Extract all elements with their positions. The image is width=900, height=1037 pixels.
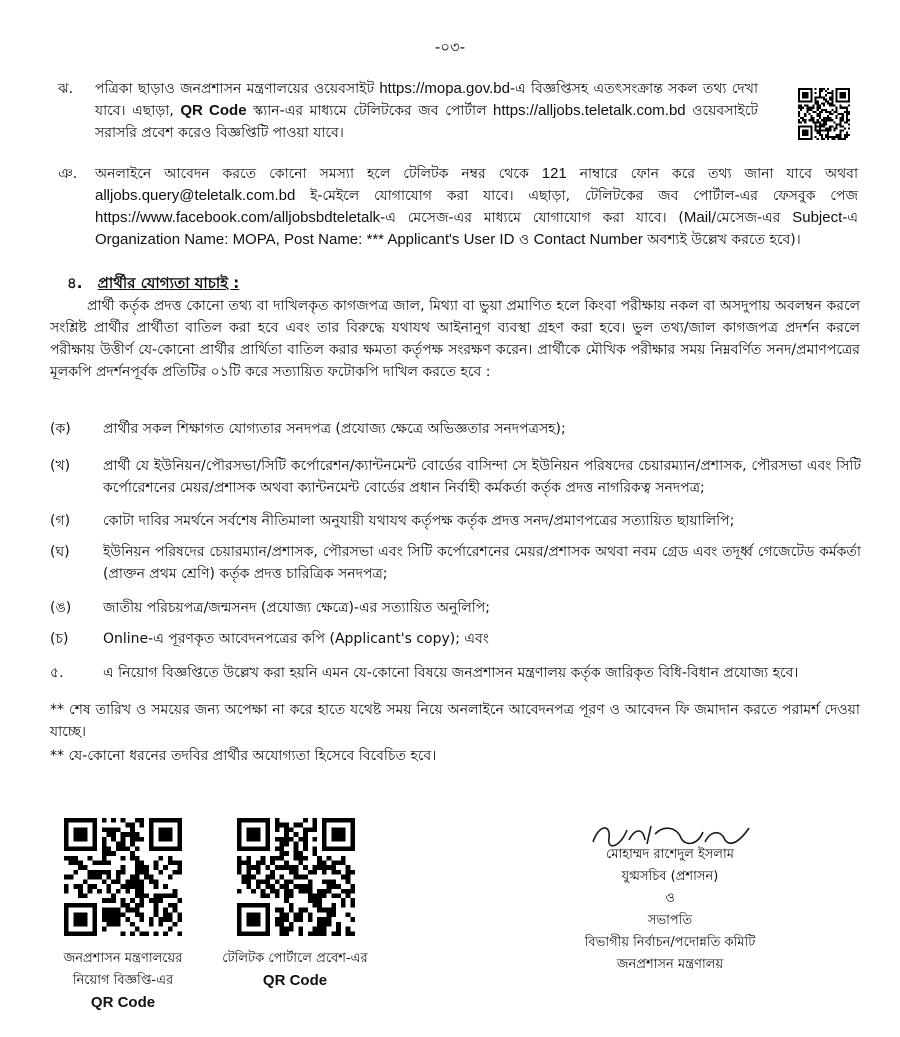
mopa-url[interactable]: https://mopa.gov.bd [379, 80, 510, 97]
section-4-paragraph: প্রার্থী কর্তৃক প্রদত্ত কোনো তথ্য বা দাখিলকৃত কাগজপত্র জাল, মিথ্যা বা ভুয়া প্রমাণিত হলে কিংবা পরীক্ষায় নকল বা অসদুপায় অবলম্বন করলে সংশ্লিষ্ট প্রার্থীর প্রার্থীতা বাতিল করা হবে এবং তার বিরুদ্ধে যথাযথ আইনানুগ ব্যবস্থা গ্রহণ করা হবে। ভুল তথ্য/জাল কাগজপত্র প্রদর্শন করলে পরীক্ষায় উত্তীর্ণ যে-কোনো প্রার্থীর প্রার্থিতা বাতিল করার ক্ষমতা কর্তৃপক্ষ সংরক্ষণ করেন। প্রার্থীকে মৌখিক পরীক্ষার সময় নিম্নবর্ণিত সনদ/প্রমাণপত্রের মূলকপি প্রদর্শনপূর্বক প্রতিটির ০১টি করে সত্যায়িত ফটোকপি দাখিল করতে হবে : [50, 298, 860, 380]
item-jha [58, 78, 758, 144]
mopa-qr-code-icon[interactable] [64, 818, 182, 936]
item-nya-text: অনলাইনে আবেদন করতে কোনো সমস্যা হলে টেলিটক নম্বর থেকে 121 নাম্বারে ফোন করে তথ্য জানা যাবে অথবা alljobs.query@teletalk.com.bd ই-মেইলে যোগাযোগ করা যাবে। এছাড়া, টেলিটকের জব পোর্টাল-এর ফেসবুক পেজ https://www.facebook.com/alljobsbdteletalk-এ মেসেজ-এর মাধ্যমে যোগাযোগ করা যাবে। (Mail/মেসেজ-এর Subject-এ Organization Name: MOPA, Post Name: *** Applicant's User ID ও Contact Number অবশ্যই উল্লেখ করতে হবে)। [95, 165, 859, 248]
list-marker: (গ) [50, 513, 71, 529]
signatory-name: মোহাম্মদ রাশেদুল ইসলাম [606, 847, 734, 862]
signatory-committee: বিভাগীয় নির্বাচন/পদোন্নতি কমিটি [584, 935, 756, 950]
section-4-heading [67, 272, 239, 297]
list-text: জাতীয় পরিচয়পত্র/জন্মসনদ (প্রযোজ্য ক্ষেত্রে)-এর সত্যায়িত অনুলিপি; [103, 600, 491, 616]
list-marker: (চ) [50, 631, 69, 647]
note-deadline: ** শেষ তারিখ ও সময়ের জন্য অপেক্ষা না করে হাতে যথেষ্ট সময় নিয়ে অনলাইনে আবেদনপত্র পূরণ ও আবেদন ফি জমাদান করতে পরামর্শ দেওয়া যাচ্ছে। [50, 702, 860, 740]
section-5-number: ৫. [50, 665, 64, 681]
helpline-number: 121 [541, 165, 567, 182]
teletalk-url[interactable]: https://alljobs.teletalk.com.bd [493, 102, 686, 119]
section-5-text: এ নিয়োগ বিজ্ঞপ্তিতে উল্লেখ করা হয়নি এমন যে-কোনো বিষয়ে জনপ্রশাসন মন্ত্রণালয় কর্তৃক জারিকৃত বিধি-বিধান প্রযোজ্য হবে। [103, 665, 799, 681]
signatory-conj: ও [665, 891, 675, 906]
signatory-ministry: জনপ্রশাসন মন্ত্রণালয় [616, 957, 724, 972]
signature-block [555, 820, 785, 976]
mopa-qr-caption: জনপ্রশাসন মন্ত্রণালয়ের নিয়োগ বিজ্ঞপ্তি-এর QR Code [63, 951, 183, 1011]
facebook-url[interactable]: https://www.facebook.com/alljobsbdteletalk [95, 209, 381, 226]
list-text: Online-এ পূরণকৃত আবেদনপত্রের কপি (Applicant's copy); এবং [103, 631, 489, 647]
list-text: প্রার্থীর সকল শিক্ষাগত যোগ্যতার সনদপত্র (প্রযোজ্য ক্ষেত্রে অভিজ্ঞতার সনদপত্রসহ); [103, 421, 566, 437]
list-marker: (ঙ) [50, 600, 72, 616]
qr-code-label: QR Code [180, 102, 247, 119]
list-marker: (ঘ) [50, 544, 70, 560]
teletalk-qr-caption: টেলিটক পোর্টালে প্রবেশ-এর QR Code [222, 951, 368, 989]
signatory-designation: যুগ্মসচিব (প্রশাসন) [621, 869, 719, 884]
section-4-number: ৪. [67, 274, 83, 292]
item-nya [58, 163, 858, 259]
item-jha-marker: ঝ. [58, 81, 74, 97]
query-email[interactable]: alljobs.query@teletalk.com.bd [95, 187, 296, 204]
item-nya-marker: ঞ. [58, 166, 78, 182]
page-number: -০৩- [434, 38, 466, 56]
teletalk-qr-code-icon[interactable] [237, 818, 355, 936]
note-lobbying: ** যে-কোনো ধরনের তদবির প্রার্থীর অযোগ্যতা হিসেবে বিবেচিত হবে। [50, 748, 437, 764]
list-marker: (ক) [50, 421, 71, 437]
list-text: প্রার্থী যে ইউনিয়ন/পৌরসভা/সিটি কর্পোরেশন/ক্যান্টনমেন্ট বোর্ডের বাসিন্দা সে ইউনিয়ন পরিষদের চেয়ারম্যান/প্রশাসক, পৌরসভা এবং সিটি কর্পোরেশনের মেয়র/প্রশাসক অথবা ক্যান্টনমেন্ট বোর্ডের প্রধান নির্বাহী কর্মকর্তা কর্তৃক প্রদত্ত নাগরিকত্ব সনদপত্র; [103, 458, 861, 496]
qr-code-icon[interactable] [798, 88, 850, 140]
handwritten-signature [555, 820, 785, 844]
item-jha-text: পত্রিকা ছাড়াও জনপ্রশাসন মন্ত্রণালয়ের ওয়েবসাইট https://mopa.gov.bd-এ বিজ্ঞপ্তিসহ এতৎসংক্রান্ত সকল তথ্য দেখা যাবে। এছাড়া, QR Code স্ক্যান-এর মাধ্যমে টেলিটকের জব পোর্টাল https://alljobs.teletalk.com.bd ওয়েবসাইটে সরাসরি প্রবেশ করেও বিজ্ঞপ্তিটি পাওয়া যাবে। [95, 80, 759, 141]
signatory-role: সভাপতি [647, 913, 693, 928]
list-text: ইউনিয়ন পরিষদের চেয়ারম্যান/প্রশাসক, পৌরসভা এবং সিটি কর্পোরেশনের মেয়র/প্রশাসক অথবা নবম গ্রেড এবং তদূর্ধ্ব গেজেটেড কর্মকর্তা (প্রাক্তন প্রথম শ্রেণি) কর্তৃক প্রদত্ত চারিত্রিক সনদপত্র; [103, 544, 861, 582]
org-post-info: Organization Name: MOPA, Post Name: *** Applicant's User ID [95, 231, 515, 248]
list-marker: (খ) [50, 458, 71, 474]
section-4-title: প্রার্থীর যোগ্যতা যাচাই : [97, 274, 240, 292]
list-text: কোটা দাবির সমর্থনে সর্বশেষ নীতিমালা অনুযায়ী যথাযথ কর্তৃপক্ষ কর্তৃক প্রদত্ত সনদ/প্রমাণপত্রের সত্যায়িত ছায়ালিপি; [103, 513, 735, 529]
